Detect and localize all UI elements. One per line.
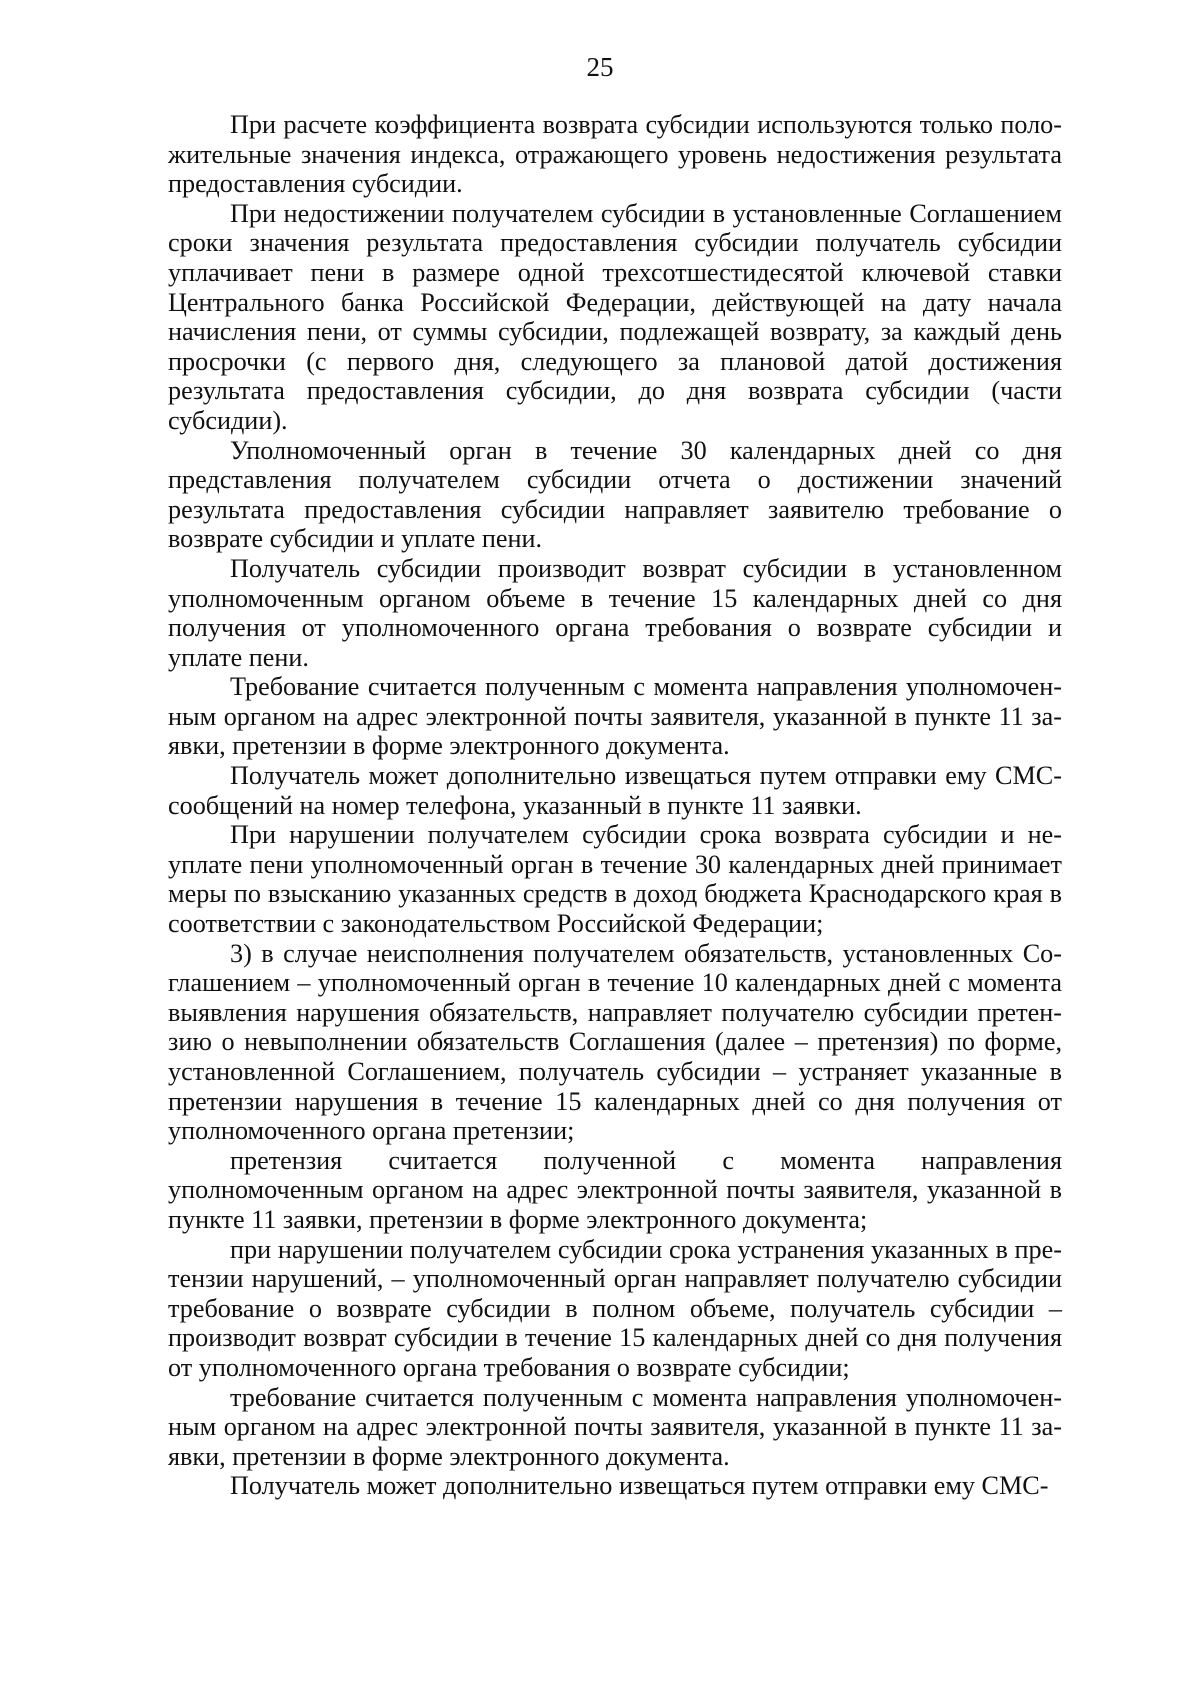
- paragraph: Получатель может дополнительно извещаться путем отправки ему СМС-: [230, 1471, 1049, 1501]
- document-body: [168, 110, 1062, 1501]
- paragraph: При расчете коэффициента возврата субсидии используются только положительные значения индекса, отражающего уровень недостижения результата предоставления субсидии.: [168, 110, 1062, 199]
- paragraph: При нарушении получателем субсидии срока возврата субсидии и неуплате пени уполномоченный орган в течение 30 календарных дней принимает меры по взысканию указанных средств в доход бюджета Краснодарского края в соответствии с законодательством Российской Федерации;: [168, 820, 1062, 939]
- paragraph: Получатель может дополнительно извещаться путем отправки ему СМС-сообщений на номер телефона, указанный в пункте 11 заявки.: [168, 761, 1062, 820]
- paragraph: При недостижении получателем субсидии в установленные Соглашением сроки значения результата предоставления субсидии получатель субсидии уплачивает пени в размере одной трехсотшестидесятой ключевой ставки Центрального банка Российской Федерации, действующей на дату начала начисления пени, от суммы субсидии, подлежащей возврату, за каждый день просрочки (с первого дня, следующего за плановой датой достижения результата предоставления субсидии, до дня возврата субсидии (части субсидии).: [168, 198, 1062, 435]
- paragraph: Требование считается полученным с момента направления уполномоченным органом на адрес электронной почты заявителя, указанной в пункте 11 заявки, претензии в форме электронного документа.: [168, 672, 1062, 761]
- paragraph: претензия считается полученной с момента направления уполномоченным органом на адрес электронной почты заявителя, указанной в пункте 11 заявки, претензии в форме электронного документа;: [168, 1145, 1062, 1234]
- paragraph: Получатель субсидии производит возврат субсидии в установленном уполномоченным органом объеме в течение 15 календарных дней со дня получения от уполномоченного органа требования о возврате субсидии и уплате пени.: [168, 553, 1062, 672]
- paragraph: Уполномоченный орган в течение 30 календарных дней со дня представления получателем субсидии отчета о достижении значений результата предоставления субсидии направляет заявителю требование о возврате субсидии и уплате пени.: [168, 435, 1062, 554]
- paragraph: при нарушении получателем субсидии срока устранения указанных в претензии нарушений, – уполномоченный орган направляет получателю субсидии требование о возврате субсидии в полном объеме, получатель субсидии – производит возврат субсидии в течение 15 календарных дней со дня получения от уполномоченного органа требования о возврате субсидии;: [168, 1234, 1062, 1382]
- paragraph: требование считается полученным с момента направления уполномоченным органом на адрес электронной почты заявителя, указанной в пункте 11 заявки, претензии в форме электронного документа.: [168, 1382, 1062, 1471]
- page-number: 25: [586, 52, 614, 82]
- paragraph: 3) в случае неисполнения получателем обязательств, установленных Соглашением – уполномоченный орган в течение 10 календарных дней с момента выявления нарушения обязательств, направляет получателю субсидии претензию о невыполнении обязательств Соглашения (далее – претензия) по форме, установленной Соглашением, получатель субсидии – устраняет указанные в претензии нарушения в течение 15 календарных дней со дня получения от уполномоченного органа претензии;: [168, 938, 1062, 1146]
